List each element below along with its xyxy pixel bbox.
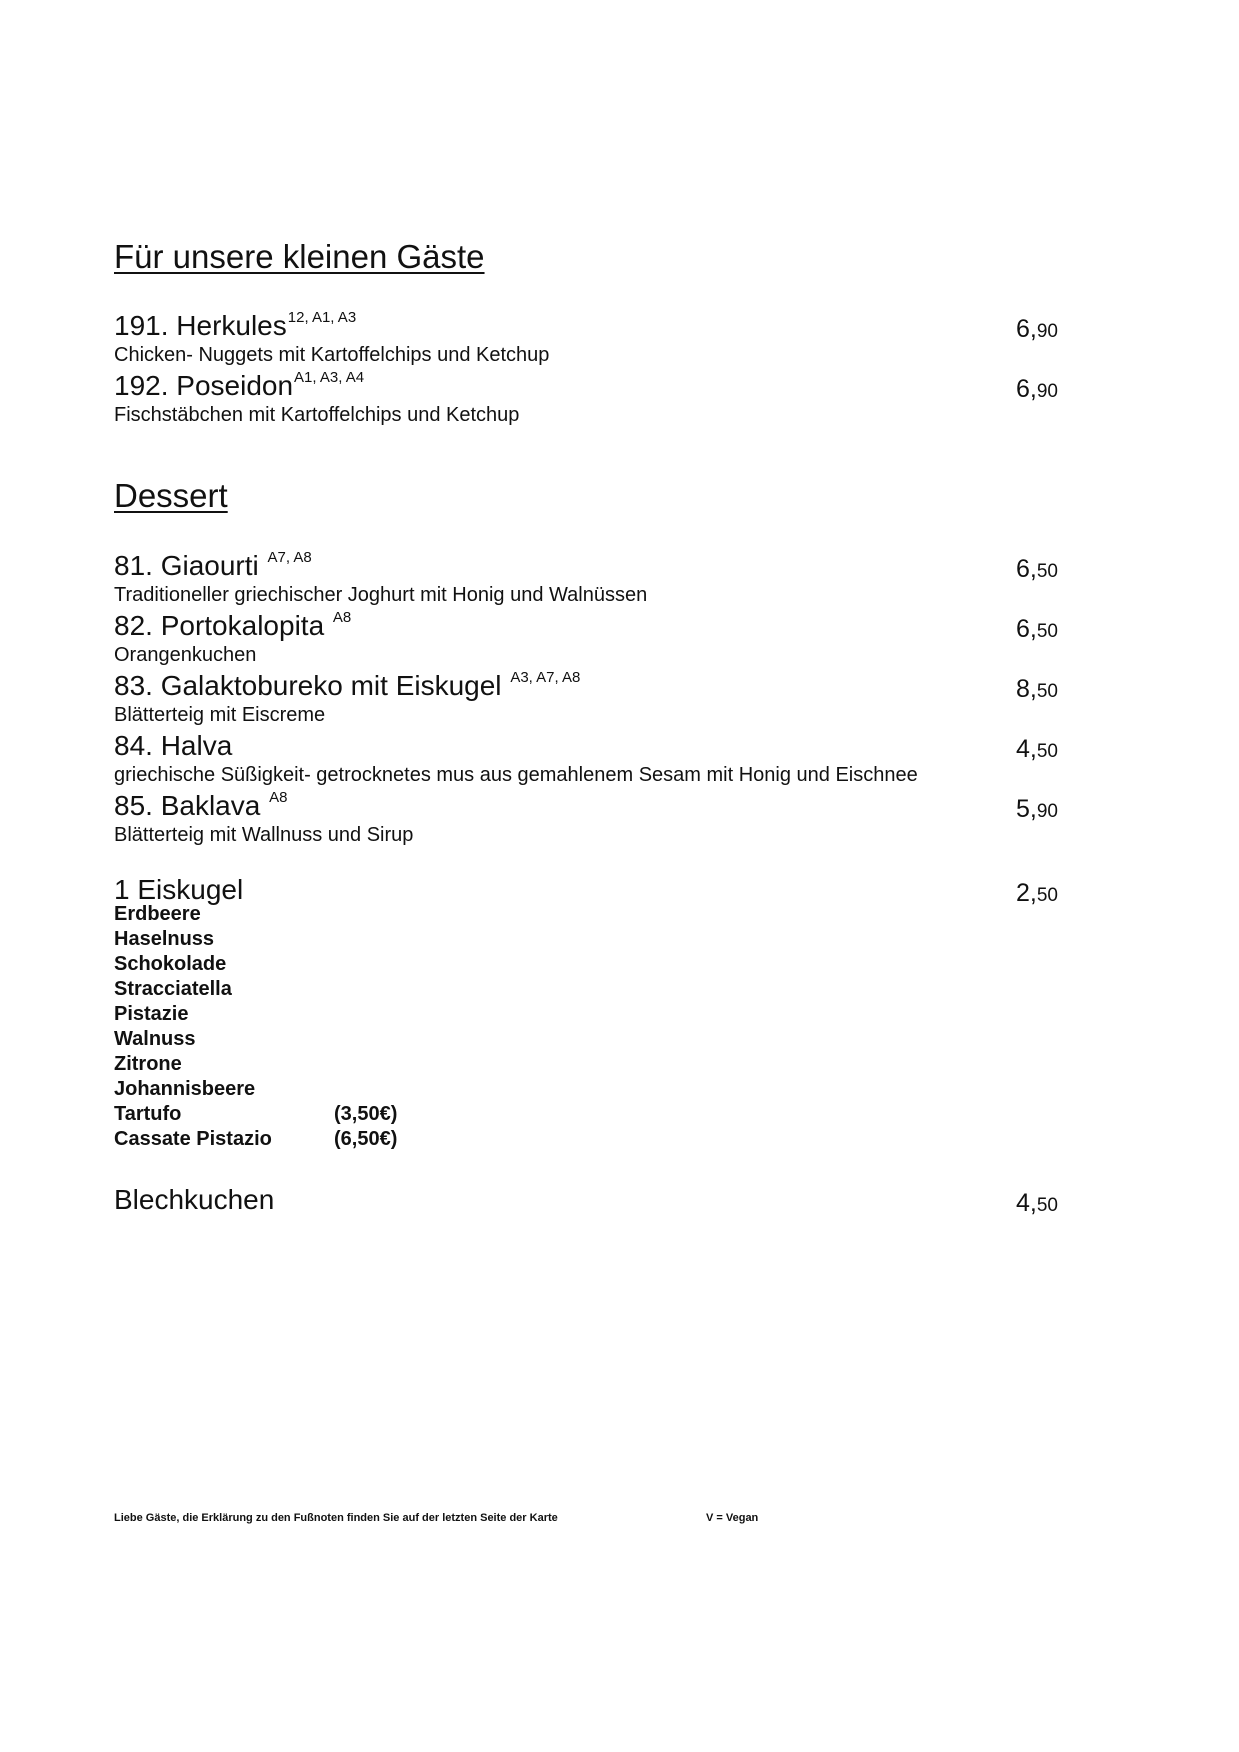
- item-price: 6,90: [1016, 375, 1058, 403]
- item-name: 85. Baklava: [114, 790, 261, 821]
- item-name: 81. Giaourti: [114, 550, 259, 581]
- item-description: Blätterteig mit Wallnuss und Sirup: [114, 824, 414, 846]
- flavor-item: Johannisbeere: [114, 1078, 256, 1100]
- allergen-codes: 12, A1, A3: [287, 309, 357, 326]
- item-description: Chicken- Nuggets mit Kartoffelchips und Ketchup: [114, 344, 550, 366]
- allergen-codes: A8: [269, 789, 288, 806]
- item-name: 82. Portokalopita: [114, 610, 325, 641]
- item-description: Traditioneller griechischer Joghurt mit Honig und Walnüssen: [114, 584, 648, 606]
- allergen-codes: A8: [332, 609, 352, 626]
- item-name: 191. Herkules: [114, 310, 287, 341]
- allergen-codes: A1, A3, A4: [294, 369, 365, 386]
- item-price: 8,50: [1016, 675, 1058, 703]
- kids-section-title: Für unsere kleinen Gäste: [114, 238, 485, 275]
- flavor-item: Walnuss: [114, 1028, 196, 1050]
- item-price: 2,50: [1016, 879, 1058, 907]
- menu-item-191: [114, 310, 1058, 368]
- item-name: 192. Poseidon: [114, 370, 294, 401]
- flavor-item: Erdbeere: [114, 903, 201, 925]
- flavor-surcharge: (3,50€): [334, 1103, 398, 1125]
- item-price: 6,50: [1016, 615, 1058, 643]
- menu-item-82: [114, 610, 1058, 668]
- item-price: 5,90: [1016, 795, 1058, 823]
- item-price: 6,90: [1016, 315, 1058, 343]
- flavor-item: Haselnuss: [114, 928, 215, 950]
- item-description: Fischstäbchen mit Kartoffelchips und Ketchup: [114, 404, 520, 426]
- item-price: 6,50: [1016, 555, 1058, 583]
- flavor-item: Pistazie: [114, 1003, 189, 1025]
- allergen-codes: A7, A8: [267, 549, 312, 566]
- footnote-note: Liebe Gäste, die Erklärung zu den Fußnoten finden Sie auf der letzten Seite der Karte: [114, 1512, 558, 1524]
- flavor-item: Schokolade: [114, 953, 227, 975]
- menu-item-84: [114, 730, 1058, 788]
- dessert-section-title: Dessert: [114, 477, 228, 514]
- flavor-item: Stracciatella: [114, 978, 232, 1000]
- menu-item-blechkuchen: [114, 1184, 1058, 1216]
- flavor-item: Zitrone: [114, 1053, 182, 1075]
- item-name: 84. Halva: [114, 730, 233, 761]
- flavor-item: Cassate Pistazio (6,50€): [114, 1128, 398, 1150]
- flavor-list: [114, 902, 514, 1152]
- item-name: Blechkuchen: [114, 1184, 275, 1215]
- vegan-legend: V = Vegan: [706, 1512, 759, 1524]
- item-name: 1 Eiskugel: [114, 874, 244, 905]
- item-description: griechische Süßigkeit- getrocknetes mus aus gemahlenem Sesam mit Honig und Eischnee: [114, 764, 918, 786]
- item-name: 83. Galaktobureko mit Eiskugel: [114, 670, 502, 701]
- flavor-surcharge: (6,50€): [334, 1128, 398, 1150]
- menu-item-192: [114, 370, 1058, 428]
- item-price: 4,50: [1016, 1189, 1058, 1217]
- flavor-item: Tartufo (3,50€): [114, 1103, 398, 1125]
- allergen-codes: A3, A7, A8: [510, 669, 581, 686]
- menu-item-83: [114, 670, 1058, 728]
- menu-item-81: [114, 550, 1058, 608]
- item-description: Orangenkuchen: [114, 644, 257, 666]
- menu-item-85: [114, 790, 1058, 848]
- item-description: Blätterteig mit Eiscreme: [114, 704, 326, 726]
- item-price: 4,50: [1016, 735, 1058, 763]
